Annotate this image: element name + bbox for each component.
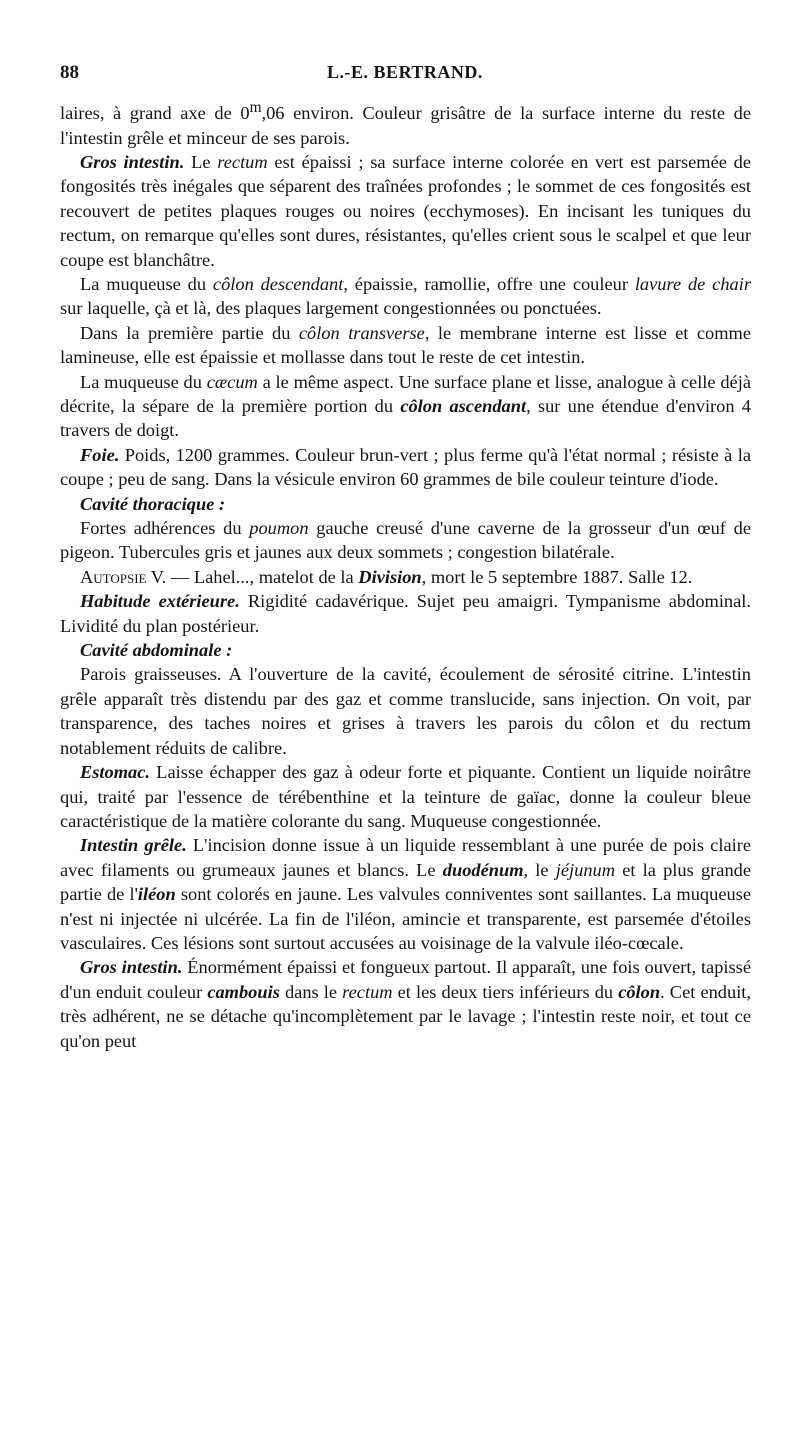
text-segment: gauche creusé d'une caverne de la grosseur d'un œuf de pigeon. Tubercules gris et jaunes aux deux sommets ; congestion bilatérale. — [60, 518, 752, 563]
text-segment: Cavité abdominale : — [80, 640, 233, 661]
body-text — [60, 96, 751, 1053]
text-segment: lavure de chair — [634, 273, 751, 294]
text-segment: Parois graisseuses. A l'ouverture de la cavité, écoulement de sérosité citrine. L'intestin grêle apparaît très distendu par des gaz et comme translucide, sans injection. On voit, par transparence, des taches noires et grises à travers les parois du côlon et du rectum notablement réduits de calibre. — [60, 664, 751, 758]
running-head: L.-E. BERTRAND. — [327, 62, 483, 82]
text-segment: , mort le 5 septembre 1887. Salle 12. — [421, 566, 693, 587]
text-segment: côlon — [618, 981, 661, 1002]
paragraph — [60, 955, 751, 1053]
text-segment: V. — Lahel..., matelot de la — [146, 566, 359, 587]
paragraph — [60, 96, 751, 150]
text-segment: Poids, 1200 grammes. Couleur brun-vert ; plus ferme qu'à l'état normal ; résiste à la coupe ; peu de sang. Dans la vésicule environ 60 grammes de bile couleur teinture d'iode. — [60, 444, 751, 490]
text-segment: Autopsie — [80, 566, 147, 587]
text-segment: Énormément épaissi et fongueux partout. Il apparaît, une fois ouvert, tapissé d'un enduit couleur — [60, 957, 751, 1002]
text-segment: Gros intestin. — [80, 957, 183, 978]
paragraph — [60, 589, 751, 638]
text-segment: Laisse échapper des gaz à odeur forte et piquante. Contient un liquide noirâtre qui, traité par l'essence de térébenthine et la teinture de gaïac, donne la couleur bleue caractéristique de la matière colorante du sang. Muqueuse congestionnée. — [60, 762, 751, 831]
page-header — [60, 62, 750, 88]
paragraph — [60, 272, 751, 321]
text-segment: L'incision donne issue à un liquide ressemblant à une purée de pois claire avec filaments ou grumeaux jaunes et blancs. Le — [60, 835, 751, 880]
text-segment: côlon ascendant — [400, 396, 527, 416]
paragraph — [60, 492, 751, 516]
text-segment: cæcum — [206, 371, 258, 392]
page-number: 88 — [60, 62, 79, 83]
text-segment: Foie. — [80, 444, 120, 465]
text-segment: , sur une étendue d'environ 4 travers de doigt. — [60, 396, 752, 441]
paragraph — [60, 662, 751, 760]
text-segment: Estomac. — [80, 762, 150, 783]
text-segment: Rigidité cadavérique. Sujet peu amaigri. Tympanisme abdominal. Lividité du plan postérieur. — [60, 591, 751, 636]
text-segment: jéjunum — [555, 859, 616, 880]
text-segment: La muqueuse du — [80, 273, 213, 294]
text-segment: a le même aspect. Une surface plane et lisse, analogue à celle déjà décrite, la sépare de la première portion du — [60, 371, 751, 416]
text-segment: Habitude extérieure. — [80, 591, 240, 612]
paragraph — [60, 370, 751, 443]
text-segment: La muqueuse du — [80, 371, 207, 392]
text-segment: poumon — [249, 518, 309, 539]
paragraph — [60, 150, 751, 272]
text-segment: rectum — [217, 151, 268, 172]
text-segment: cambouis — [207, 981, 280, 1002]
text-segment: ,06 environ. Couleur grisâtre de la surface interne du reste de l'intestin grêle et minceur de ses parois. — [60, 103, 751, 148]
text-segment: Fortes adhérences du — [80, 518, 250, 539]
paragraph — [60, 638, 751, 662]
text-segment: Cavité thoracique : — [80, 493, 226, 514]
paragraph — [60, 565, 751, 589]
text-segment: Le — [184, 151, 218, 172]
text-segment: et les deux tiers inférieurs du — [392, 981, 619, 1002]
text-segment: côlon transverse — [298, 322, 425, 343]
text-segment: et la plus grande partie de l' — [60, 859, 751, 905]
text-segment: Division — [358, 566, 422, 587]
text-segment: sont colorés en jaune. Les valvules conniventes sont saillantes. La muqueuse n'est ni injectée ni ulcérée. La fin de l'iléon, amincie et transparente, est parsemée d'étoiles vasculaires. Ces lésions sont surtout accusées au voisinage de la valvule iléo-cœcale. — [60, 884, 751, 953]
text-segment: côlon descendant — [212, 273, 344, 294]
text-segment: duodénum — [442, 859, 524, 880]
text-segment: , le membrane interne est lisse et comme lamineuse, elle est épaissie et mollasse dans tout le reste de cet intestin. — [60, 322, 751, 368]
text-segment: laires, à grand axe de 0 — [60, 103, 250, 124]
text-segment: . Cet enduit, très adhérent, ne se détache qu'incomplètement par le lavage ; l'intestin reste noir, et tout ce qu'on peut — [60, 981, 752, 1051]
text-segment: , le — [523, 859, 556, 880]
text-segment: Gros intestin. — [80, 151, 185, 172]
paragraph — [60, 321, 751, 370]
text-segment: est épaissi ; sa surface interne colorée en vert est parsemée de fongosités très inégales que séparent des traînées profondes ; le sommet de ces fongosités est recouvert de petites plaques rouges ou noires (ecchymoses). En incisant les tuniques du rectum, on remarque qu'elles sont dures, résistantes, qu'elles crient sous le scalpel et que leur coupe est blanchâtre. — [60, 151, 752, 270]
paragraph — [60, 516, 751, 565]
paragraph — [60, 760, 751, 833]
text-segment: , épaissie, ramollie, offre une couleur — [343, 273, 635, 294]
paragraph — [60, 443, 751, 492]
text-segment: iléon — [137, 884, 176, 905]
text-segment: dans le — [279, 981, 343, 1002]
text-segment: Dans la première partie du — [80, 322, 299, 343]
paragraph — [60, 833, 751, 955]
text-segment: rectum — [342, 981, 393, 1002]
text-segment: m — [249, 99, 262, 116]
text-segment: Intestin grêle. — [80, 835, 187, 856]
text-segment: sur laquelle, çà et là, des plaques largement congestionnées ou ponctuées. — [60, 298, 602, 319]
